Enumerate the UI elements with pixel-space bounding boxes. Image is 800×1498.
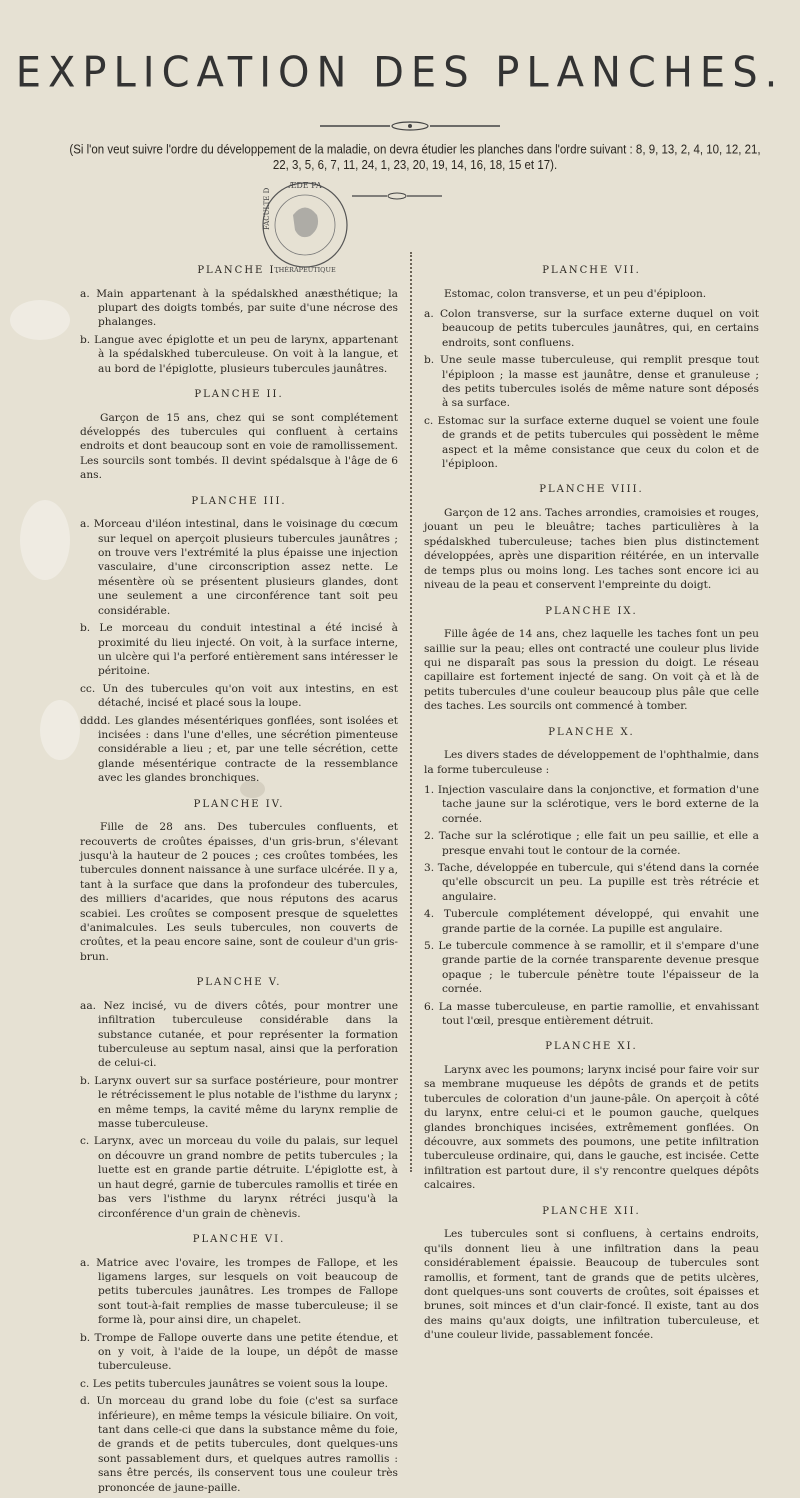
- list-item: 1. Injection vasculaire dans la conjonctive, et formation d'une tache jaune sur la sclérotique, vers le bord externe de la cornée.: [424, 783, 759, 825]
- plate-description: Garçon de 12 ans. Taches arrondies, cramoisies et rouges, jouant un peu le bleuâtre; taches particulières à la spédalskhed tuberculeuse; taches bien plus distinctement développées, après une disparition réitérée, en un intervalle de temps plus ou moins long. Les taches sont encore ici au niveau de la peau et conservent l'empreinte du doigt.: [424, 507, 759, 592]
- plate-description: Garçon de 15 ans, chez qui se sont complétement développés des tubercules qui confluent à certains endroits et dont beaucoup sont en voie de ramollissement. Les sourcils sont tombés. Il devint spédalsque à l'âge de 6 ans.: [80, 411, 398, 482]
- list-item: c. Les petits tubercules jaunâtres se voient sous la loupe.: [80, 1377, 388, 1390]
- page-title: EXPLICATION DES PLANCHES.: [15, 48, 785, 98]
- list-item: b. Langue avec épiglotte et un peu de larynx, appartenant à la spédalskhed tuberculeuse. On voit à la langue, et au bord de l'épiglotte, plusieurs tubercules jaunâtres.: [80, 333, 398, 375]
- list-item: c. Larynx, avec un morceau du voile du palais, sur lequel on découvre un grand nombre de petits tubercules ; la luette est en grande partie détruite. L'épiglotte est, à un haut degré, garnie de tubercules ramollis et tirée en bas vers l'isthme du larynx rétréci jusqu'à la circonférence d'un grain de chènevis.: [80, 1135, 398, 1220]
- list-item: 3. Tache, développée en tubercule, qui s'étend dans la cornée qu'elle obscurcit un peu. La pupille est très rétrécie et angulaire.: [424, 861, 759, 903]
- left-column: [80, 252, 398, 1498]
- list-item: a. Colon transverse, sur la surface externe duquel on voit beaucoup de petits tubercules jaunâtres, qui, en certains endroits, sont confluens.: [424, 308, 760, 349]
- plate-intro: Les divers stades de développement de l'ophthalmie, dans la forme tuberculeuse :: [424, 749, 759, 776]
- plate-heading: PLANCHE II.: [194, 389, 284, 401]
- list-item: aa. Nez incisé, vu de divers côtés, pour montrer une infiltration tuberculeuse considérable dans la substance cutanée, et pour représenter la formation tuberculeuse au septum nasal, ainsi que la perforation de celui-ci.: [80, 999, 399, 1070]
- plate-heading: PLANCHE V.: [196, 977, 282, 989]
- list-item: d. Un morceau du grand lobe du foie (c'est sa surface inférieure), en même temps la vésicule biliaire. On voit, tant dans celle-ci que dans la substance même du foie, de grands et de petits tubercules, dont quelques-uns sont passablement durs, et quelques autres ramollis : sans être percés, ils conservent tous une couleur très prononcée de jaune-paille.: [80, 1395, 398, 1494]
- list-item: 4. Tubercule complétement développé, qui envahit une grande partie de la cornée. La pupille est angulaire.: [424, 908, 759, 935]
- plate-heading: PLANCHE VI.: [192, 1233, 286, 1245]
- list-item: a. Morceau d'iléon intestinal, dans le voisinage du cœcum sur lequel on aperçoit plusieurs tubercules jaunâtres ; on trouve vers l'extrémité la plus épaisse une injection vasculaire, d'une circonscription assez nette. Le mésentère où se présentent plusieurs glandes, dont une seulement a une circonférence tant soit peu considérable.: [80, 518, 398, 617]
- list-item: b. Larynx ouvert sur sa surface postérieure, pour montrer le rétrécissement le plus notable de l'isthme du larynx ; en même temps, la cavité même du larynx remplie de masse tuberculeuse.: [80, 1074, 398, 1131]
- small-ornament: [352, 192, 442, 200]
- plate-heading: PLANCHE IX.: [545, 605, 638, 617]
- plate-heading: PLANCHE IV.: [193, 798, 285, 810]
- list-item: a. Main appartenant à la spédalskhed anæsthétique; la plupart des doigts tombés, par suite d'une nécrose des phalanges.: [80, 287, 398, 329]
- plate-heading: PLANCHE VIII.: [539, 484, 644, 496]
- plate-heading: PLANCHE VII.: [542, 265, 641, 276]
- plate-description: Larynx avec les poumons; larynx incisé pour faire voir sur sa membrane muqueuse les dépôts de grands et de petits tubercules de coloration d'un jaune-pâle. On aperçoit à côté du larynx, entre celui-ci et le poumon gauche, quelques glandes bronchiques incisées, extrêmement gonflées. On découvre, aux sommets des poumons, une petite infiltration tuberculeuse ordinaire, qui, dans le gauche, est incisée. Cette infiltration est partout dure, il s'y rencontre quelques dépôts calcaires.: [424, 1064, 759, 1192]
- list-item: cc. Un des tubercules qu'on voit aux intestins, en est détaché, incisé et placé sous la loupe.: [80, 682, 398, 710]
- right-column: [424, 252, 759, 1349]
- plate-description: Fille âgée de 14 ans, chez laquelle les taches font un peu saillie sur la peau; elles ont contracté une couleur plus livide qui ne disparaît pas sous la pression du doigt. Le réseau capillaire est fortement injecté de sang. On voit çà et là de petits tubercules d'une couleur beaucoup plus pâle que celle des taches. Les sourcils ont commencé à tomber.: [424, 628, 759, 713]
- list-item: b. Trompe de Fallope ouverte dans une petite étendue, et on y voit, à l'aide de la loupe, un dépôt de masse tuberculeuse.: [80, 1331, 398, 1373]
- plate-description: Les tubercules sont si confluens, à certains endroits, qu'ils donnent lieu à une infiltration dans la peau considérablement épaissie. Beaucoup de tubercules sont ramollis, et forment, tant de grands que de petits ulcères, dont quelques-uns sont couverts de croûtes, soit épaisses et brunes, soit minces et d'un clair-foncé. Il existe, tant au dos des mains qu'aux doigts, une infiltration tuberculeuse, et d'une couleur livide, passablement foncée.: [424, 1228, 759, 1342]
- list-item: a. Matrice avec l'ovaire, les trompes de Fallope, et les ligamens larges, sur lesquels on voit beaucoup de petits tubercules jaunâtres. Les trompes de Fallope sont tout-à-fait remplies de masse tuberculeuse; il se forme là, pour ainsi dire, un chapelet.: [80, 1256, 398, 1327]
- list-item: 2. Tache sur la sclérotique ; elle fait un peu saillie, et elle a presque envahi tout le contour de la cornée.: [424, 830, 759, 857]
- plate-heading: PLANCHE XII.: [542, 1205, 641, 1217]
- column-divider: [410, 252, 412, 1172]
- list-item: 6. La masse tuberculeuse, en partie ramollie, et envahissant tout l'œil, presque entièrement détruit.: [424, 1000, 759, 1028]
- list-item: c. Estomac sur la surface externe duquel se voient une foule de grands et de petits tubercules qui possèdent le même aspect et la même consistance que ceux du colon et de l'épiploon.: [424, 414, 759, 471]
- plate-heading: PLANCHE III.: [191, 495, 287, 507]
- svg-text:THÉRAPEUTIQUE: THÉRAPEUTIQUE: [274, 266, 336, 274]
- svg-text:FACULTE D: FACULTE D: [263, 187, 271, 230]
- plate-description: Fille de 28 ans. Des tubercules confluents, et recouverts de croûtes épaisses, d'un gris-brun, s'élevant jusqu'à la hauteur de 2 pouces ; ces croûtes tombées, les tubercules donnent naissance à une surface ulcérée. Il y a, tant à la surface que dans la profondeur des tubercules, des milliers d'acarides, que nous réputons des acarus scabiei. Les croûtes se composent presque de squelettes d'animalcules. Les seuls tubercules, non couverts de croûtes, et la peau encore saine, sont de couleur d'un gris-brun.: [80, 821, 398, 963]
- plate-intro: Estomac, colon transverse, et un peu d'épiploon.: [444, 287, 707, 300]
- list-item: dddd. Les glandes mésentériques gonflées, sont isolées et incisées : dans l'une d'elles, une sécrétion pimenteuse considérable a lieu ; et, par une telle sécrétion, cette glande mésentérique contracte de la ressemblance avec les glandes bronchiques.: [80, 714, 398, 785]
- reading-order-note: (Si l'on veut suivre l'ordre du développement de la maladie, on devra étudier les planches dans l'ordre suivant : 8, 9, 13, 2, 4, 10, 12, 21, 22, 3, 5, 6, 7, 11, 24, 1, 23, 20, 19, 14, 16, 18, 15 et 17).: [69, 143, 761, 173]
- plate-heading: PLANCHE X.: [548, 726, 635, 738]
- ornament-divider: [320, 120, 500, 132]
- list-item: 5. Le tubercule commence à se ramollir, et il s'empare d'une grande partie de la cornée transparente devenue presque opaque ; le tubercule pénètre toute l'épaisseur de la cornée.: [424, 940, 759, 996]
- list-item: b. Le morceau du conduit intestinal a été incisé à proximité du lieu injecté. On voit, à la surface interne, un ulcère qui l'a perforé entièrement sans intéresser le péritoine.: [80, 622, 399, 678]
- svg-text:ÆDE PA: ÆDE PA: [288, 181, 322, 190]
- plate-heading: PLANCHE I.: [197, 265, 281, 276]
- plate-heading: PLANCHE XI.: [545, 1041, 638, 1053]
- list-item: b. Une seule masse tuberculeuse, qui remplit presque tout l'épiploon ; la masse est jaunâtre, dense et granuleuse ; des petits tubercules isolés de même nature sont déposés à sa surface.: [424, 354, 759, 410]
